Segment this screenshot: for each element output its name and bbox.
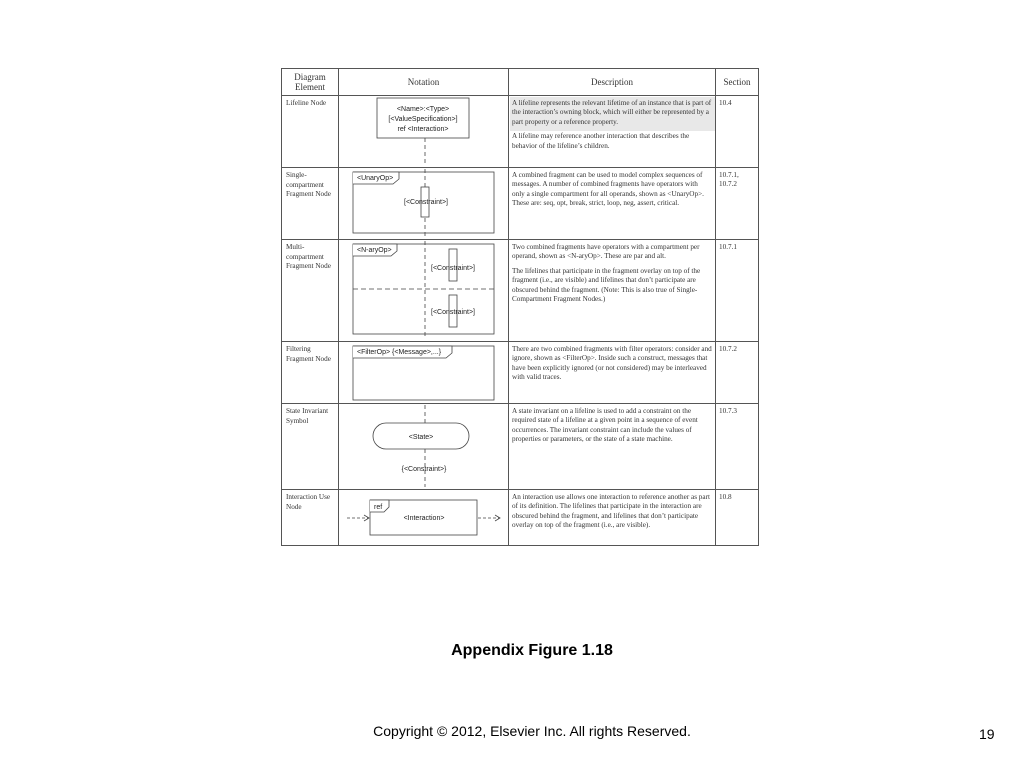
row-section: 10.4 <box>719 99 732 107</box>
description-paragraph: A lifeline represents the relevant lifetime of an instance that is part of the interaction’s owning block, which will either be represented by a part property or a reference property. <box>512 99 712 126</box>
row-section: 10.7.1, 10.7.2 <box>719 171 739 189</box>
header-section: Section <box>723 77 751 87</box>
row-description <box>512 171 712 214</box>
column-divider <box>508 69 509 545</box>
multi-compartment-notation <box>339 239 508 341</box>
row-description <box>512 243 712 309</box>
ref-label: ref <box>374 504 383 511</box>
lifeline-ref-label: ref <Interaction> <box>397 126 449 133</box>
row-description <box>512 407 712 450</box>
lifeline-node-notation <box>339 95 508 167</box>
lifeline-name-label: <Name>:<Type> <box>396 106 450 113</box>
description-paragraph: A lifeline may reference another interaction that describes the behavior of the lifeline’s children. <box>512 132 690 150</box>
nary-op-label: <N-aryOp> <box>357 247 392 254</box>
row-section: 10.7.2 <box>719 345 737 353</box>
description-paragraph: A combined fragment can be used to model complex sequences of messages. A number of combined fragments have operators with only a single compartment for all operands, shown as <UnaryOp>. These are: seq, opt, break, strict, loop, neg, assert, critical. <box>512 171 704 208</box>
interaction-label: <Interaction> <box>403 515 445 522</box>
row-element: Single-compartment Fragment Node <box>286 171 331 198</box>
constraint-label: [<Constraint>] <box>404 199 448 206</box>
state-label: <State> <box>408 434 434 441</box>
interaction-use-notation <box>339 489 508 545</box>
description-paragraph: A state invariant on a lifeline is used to add a constraint on the required state of a lifeline at a given point in a sequence of event occurrences. The invariant constraint can include the values of properties or parameters, or the state of a state machine. <box>512 407 698 444</box>
row-element: State Invariant Symbol <box>286 407 329 425</box>
row-element: Interaction Use Node <box>286 493 331 511</box>
notation-table <box>281 68 759 546</box>
filter-op-label: <FilterOp> {<Message>,...} <box>357 349 442 356</box>
filtering-fragment-notation <box>339 341 508 403</box>
header-description: Description <box>591 77 633 87</box>
state-invariant-notation <box>339 403 508 489</box>
row-section: 10.7.1 <box>719 243 737 251</box>
constraint-label: {<Constraint>} <box>401 466 447 473</box>
header-element: Diagram Element <box>294 72 326 92</box>
description-paragraph: There are two combined fragments with filter operators: consider and ignore, shown as <FilterOp>. Inside such a construct, messages that have been explicitly ignored (or not considered) may be interleaved with valid traces. <box>512 345 712 382</box>
constraint-label: [<Constraint>] <box>431 309 475 316</box>
page-number: 19 <box>979 726 995 742</box>
header-notation: Notation <box>407 77 440 87</box>
row-section: 10.7.3 <box>719 407 737 415</box>
unary-op-label: <UnaryOp> <box>357 175 394 182</box>
description-paragraph: An interaction use allows one interaction to reference another as part of its definition. The lifelines that participate in the interaction are obscured behind the fragment, and lifelines that don’t participate overlay on top of the fragment (i.e., are visible). <box>512 493 710 530</box>
row-description <box>512 99 712 156</box>
row-element: Filtering Fragment Node <box>286 345 331 363</box>
single-compartment-notation <box>339 167 508 239</box>
row-section: 10.8 <box>719 493 732 501</box>
column-divider <box>715 69 716 545</box>
row-element: Lifeline Node <box>286 99 327 107</box>
description-paragraph: The lifelines that participate in the fragment overlay on top of the fragment (i.e., are visible) and lifelines that don’t participate are obscured behind the fragment. (Note: This is also true of Single-Compartment Fragment Nodes.) <box>512 266 701 304</box>
copyright-footer: Copyright © 2012, Elsevier Inc. All rights Reserved. <box>373 723 691 739</box>
row-description <box>512 345 712 388</box>
row-element: Multi-compartment Fragment Node <box>286 243 331 270</box>
constraint-label: [<Constraint>] <box>431 265 475 272</box>
row-description <box>512 493 712 536</box>
lifeline-valuespec-label: [<ValueSpecification>] <box>388 116 458 123</box>
description-paragraph: Two combined fragments have operators with a compartment per operand, shown as <N-aryOp>. These are par and alt. <box>512 243 700 261</box>
fragment-frame <box>353 244 494 334</box>
figure-caption: Appendix Figure 1.18 <box>451 642 613 659</box>
